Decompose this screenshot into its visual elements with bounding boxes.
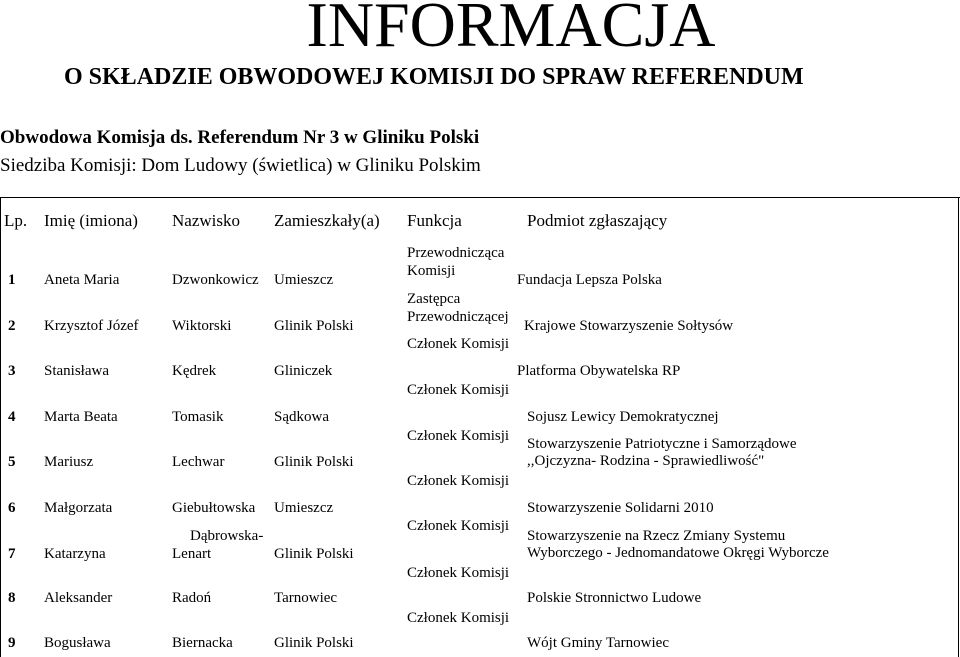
- row-3-nominator: Platforma Obywatelska RP: [517, 363, 681, 379]
- row-6-last-name: Giebułtowska: [172, 500, 256, 516]
- row-9-lp: 9: [8, 635, 16, 651]
- row-8-function: Członek Komisji: [407, 565, 510, 581]
- row-6-nominator: Stowarzyszenie Solidarni 2010: [527, 500, 714, 516]
- row-4-first-name: Marta Beata: [44, 409, 118, 425]
- row-8-lp: 8: [8, 590, 16, 606]
- row-8-last-name: Radoń: [172, 590, 212, 606]
- row-3-function: Członek Komisji: [407, 336, 510, 352]
- row-2-first-name: Krzysztof Józef: [44, 318, 139, 334]
- row-8-first-name: Aleksander: [44, 590, 113, 606]
- row-2-nominator: Krajowe Stowarzyszenie Sołtysów: [524, 318, 734, 334]
- row-9-residence: Glinik Polski: [274, 635, 354, 651]
- row-2-function: Zastępca Przewodniczącej: [407, 291, 509, 325]
- commission-name: Obwodowa Komisja ds. Referendum Nr 3 w Gliniku Polski: [0, 127, 480, 148]
- row-1-nominator: Fundacja Lepsza Polska: [517, 272, 662, 288]
- row-5-nominator-line1: Stowarzyszenie Patriotyczne i Samorządowe: [527, 436, 797, 452]
- row-6-lp: 6: [8, 500, 16, 516]
- row-5-first-name: Mariusz: [44, 454, 94, 470]
- row-6-first-name: Małgorzata: [44, 500, 113, 516]
- row-3-lp: 3: [8, 363, 16, 379]
- row-8-nominator: Polskie Stronnictwo Ludowe: [527, 590, 702, 606]
- row-8-residence: Tarnowiec: [274, 590, 338, 606]
- row-3-residence: Gliniczek: [274, 363, 333, 379]
- row-3-first-name: Stanisława: [44, 363, 109, 379]
- row-3-last-name: Kędrek: [172, 363, 217, 379]
- row-9-function: Członek Komisji: [407, 610, 510, 626]
- document-subtitle: O SKŁADZIE OBWODOWEJ KOMISJI DO SPRAW REFERENDUM: [64, 64, 804, 90]
- row-1-lp: 1: [8, 272, 16, 288]
- row-7-nominator-line1: Stowarzyszenie na Rzecz Zmiany Systemu: [527, 528, 786, 544]
- row-7-first-name: Katarzyna: [44, 546, 106, 562]
- row-1-residence: Umieszcz: [274, 272, 334, 288]
- row-7-function: Członek Komisji: [407, 518, 510, 534]
- row-4-residence: Sądkowa: [274, 409, 329, 425]
- row-1-function: Przewodnicząca Komisji: [407, 245, 505, 279]
- header-lp: Lp.: [4, 211, 28, 230]
- row-6-residence: Umieszcz: [274, 500, 334, 516]
- row-2-last-name: Wiktorski: [172, 318, 232, 334]
- row-7-nominator-line2: Wyborczego - Jednomandatowe Okręgi Wyborcze: [527, 545, 829, 561]
- row-6-function: Członek Komisji: [407, 473, 510, 489]
- header-first-name: Imię (imiona): [44, 211, 138, 230]
- row-5-lp: 5: [8, 454, 16, 470]
- row-2-lp: 2: [8, 318, 16, 334]
- table-top-border: [0, 197, 960, 198]
- header-nominator: Podmiot zgłaszający: [527, 211, 668, 230]
- header-last-name: Nazwisko: [172, 211, 240, 230]
- row-1-last-name: Dzwonkowicz: [172, 272, 259, 288]
- table-right-border: [958, 197, 959, 657]
- document-title: INFORMACJA: [306, 0, 716, 60]
- row-2-residence: Glinik Polski: [274, 318, 354, 334]
- row-4-lp: 4: [8, 409, 16, 425]
- header-residence: Zamieszkały(a): [274, 211, 380, 230]
- members-table: [0, 197, 960, 657]
- row-9-nominator: Wójt Gminy Tarnowiec: [527, 635, 669, 651]
- commission-seat: Siedziba Komisji: Dom Ludowy (świetlica) w Gliniku Polskim: [0, 155, 481, 176]
- row-7-last-name-line2: Lenart: [172, 546, 212, 562]
- table-left-border: [0, 197, 1, 657]
- header-function: Funkcja: [407, 211, 462, 230]
- row-5-function: Członek Komisji: [407, 428, 510, 444]
- row-5-last-name: Lechwar: [172, 454, 225, 470]
- row-1-first-name: Aneta Maria: [44, 272, 120, 288]
- row-7-last-name-line1: Dąbrowska-: [190, 528, 264, 544]
- row-9-first-name: Bogusława: [44, 635, 111, 651]
- row-5-nominator-line2: ,,Ojczyzna- Rodzina - Sprawiedliwość": [527, 453, 765, 469]
- row-4-nominator: Sojusz Lewicy Demokratycznej: [527, 409, 719, 425]
- row-7-residence: Glinik Polski: [274, 546, 354, 562]
- row-4-last-name: Tomasik: [172, 409, 224, 425]
- row-5-residence: Glinik Polski: [274, 454, 354, 470]
- row-4-function: Członek Komisji: [407, 382, 510, 398]
- row-7-lp: 7: [8, 546, 16, 562]
- row-9-last-name: Biernacka: [172, 635, 233, 651]
